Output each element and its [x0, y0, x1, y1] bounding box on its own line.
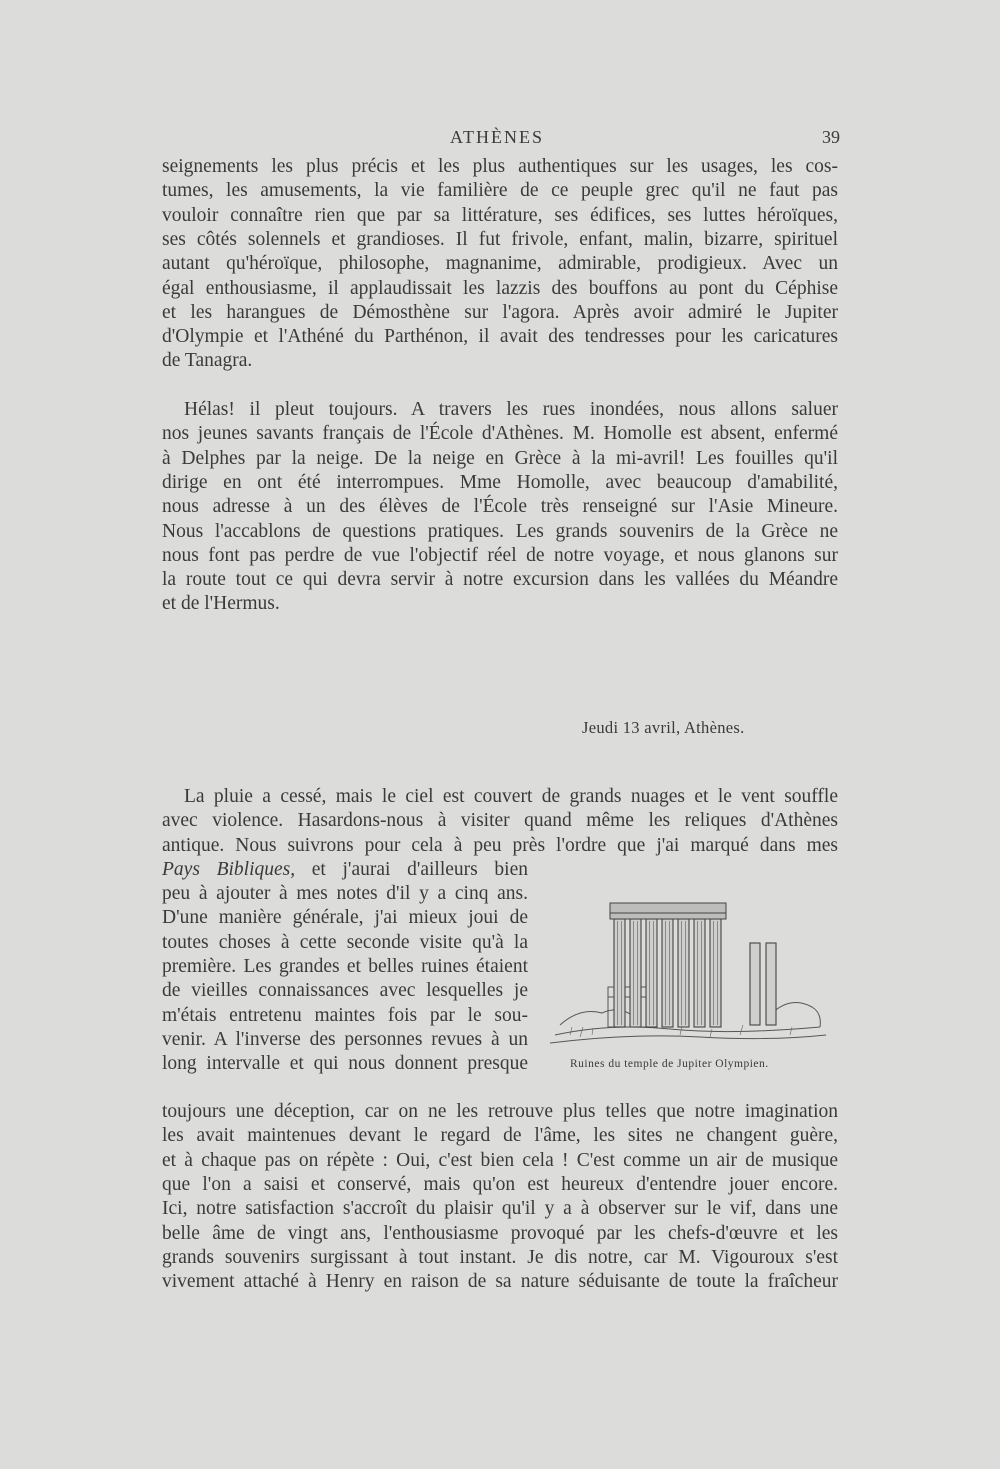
dateline: Jeudi 13 avril, Athènes. — [582, 718, 745, 737]
text-line: nous adresse à un des élèves de l'École très renseigné sur l'Asie Mineure. — [162, 496, 838, 518]
temple-column — [662, 919, 673, 1027]
text-line: m'étais entretenu maintes fois par le sou- — [162, 1004, 528, 1026]
text-line: avec violence. Hasardons-nous à visiter quand même les reliques d'Athènes — [162, 810, 838, 832]
text-line: les avait maintenues devant le regard de l'âme, les sites ne changent guère, — [162, 1125, 838, 1147]
text-line-italic — [162, 858, 528, 882]
page-number: 39 — [822, 127, 840, 147]
text-line: tumes, les amusements, la vie familière de ce peuple grec qu'il ne faut pas — [162, 180, 838, 202]
text-line: La pluie a cessé, mais le ciel est couvert de grands nuages et le vent souffle — [184, 786, 838, 807]
text-line: vouloir connaître rien que par sa littérature, ses édifices, ses luttes héroïques, — [162, 204, 838, 226]
text-line: que l'on a saisi et conservé, mais qu'on est heureux d'entendre jouer encore. — [162, 1173, 838, 1195]
text-line: et à chaque pas on répète : Oui, c'est bien cela ! C'est comme un air de musique — [162, 1149, 838, 1171]
text-line: seignements les plus précis et les plus authentiques sur les usages, les cos- — [162, 156, 838, 177]
text-line: dirige en ont été interrompues. Mme Homolle, avec beaucoup d'amabilité, — [162, 471, 838, 493]
text-line: Hélas! il pleut toujours. A travers les rues inondées, nous allons saluer — [184, 399, 838, 420]
temple-column — [646, 919, 657, 1027]
text-line: autant qu'héroïque, philosophe, magnanime, admirable, prodigieux. Avec un — [162, 253, 838, 275]
text-line: long intervalle et qui nous donnent presque — [162, 1053, 528, 1075]
temple-column — [694, 919, 705, 1027]
temple-column — [710, 919, 721, 1027]
text-line: ses côtés solennels et grandioses. Il fut frivole, enfant, malin, bizarre, spirituel — [162, 228, 838, 250]
text-line: vivement attaché à Henry en raison de sa nature séduisante de toute la fraîcheur — [162, 1271, 838, 1293]
text-span: et j'aurai d'ailleurs bien — [295, 859, 528, 880]
text-line: belle âme de vingt ans, l'enthousiasme provoqué par les chefs-d'œuvre et les — [162, 1222, 838, 1244]
text-line: toujours une déception, car on ne les retrouve plus telles que notre imagination — [162, 1101, 838, 1122]
text-line: première. Les grandes et belles ruines étaient — [162, 955, 528, 977]
text-line: grands souvenirs surgissant à tout instant. Je dis notre, car M. Vigouroux s'est — [162, 1246, 838, 1268]
text-line: Ici, notre satisfaction s'accroît du plaisir qu'il y a à observer sur le vif, dans une — [162, 1198, 838, 1220]
text-line: toutes choses à cette seconde visite qu'à la — [162, 931, 528, 953]
text-line: à Delphes par la neige. De la neige en Grèce à la mi-avril! Les fouilles qu'il — [162, 447, 838, 469]
text-line: peu à ajouter à mes notes d'il y a cinq ans. — [162, 883, 528, 904]
text-line: nos jeunes savants français de l'École d'Athènes. M. Homolle est absent, enfermé — [162, 423, 838, 445]
text-line: la route tout ce qui devra servir à notre excursion dans les vallées du Méandre — [162, 569, 838, 591]
text-line: de vieilles connaissances avec lesquelles je — [162, 980, 528, 1002]
temple-illustration — [550, 895, 826, 1075]
temple-column — [678, 919, 689, 1027]
book-title-italic: Pays Bibliques, — [162, 859, 296, 880]
temple-column-detached — [750, 943, 760, 1025]
figure-caption: Ruines du temple de Jupiter Olympien. — [570, 1058, 769, 1070]
text-line: antique. Nous suivrons pour cela à peu près l'ordre que j'ai marqué dans mes — [162, 834, 838, 856]
temple-ruins-engraving — [550, 895, 826, 1055]
text-line: et de l'Hermus. — [162, 593, 280, 615]
text-line: venir. A l'inverse des personnes revues à un — [162, 1028, 528, 1050]
temple-column — [614, 919, 625, 1027]
text-line: d'Olympie et l'Athéné du Parthénon, il avait des tendresses pour les caricatures — [162, 326, 838, 348]
running-title: ATHÈNES — [450, 127, 544, 147]
temple-column — [630, 919, 641, 1027]
text-line: égal enthousiasme, il applaudissait les lazzis des bouffons au pont du Céphise — [162, 277, 838, 299]
text-line: de Tanagra. — [162, 350, 253, 372]
text-line: D'une manière générale, j'ai mieux joui de — [162, 907, 528, 929]
text-line: Nous l'accablons de questions pratiques. Les grands souvenirs de la Grèce ne — [162, 520, 838, 542]
text-line: nous font pas perdre de vue l'objectif réel de notre voyage, et nous glanons sur — [162, 544, 838, 566]
text-line: et les harangues de Démosthène sur l'agora. Après avoir admiré le Jupiter — [162, 301, 838, 323]
running-head — [160, 127, 840, 151]
temple-column-detached — [766, 943, 776, 1025]
